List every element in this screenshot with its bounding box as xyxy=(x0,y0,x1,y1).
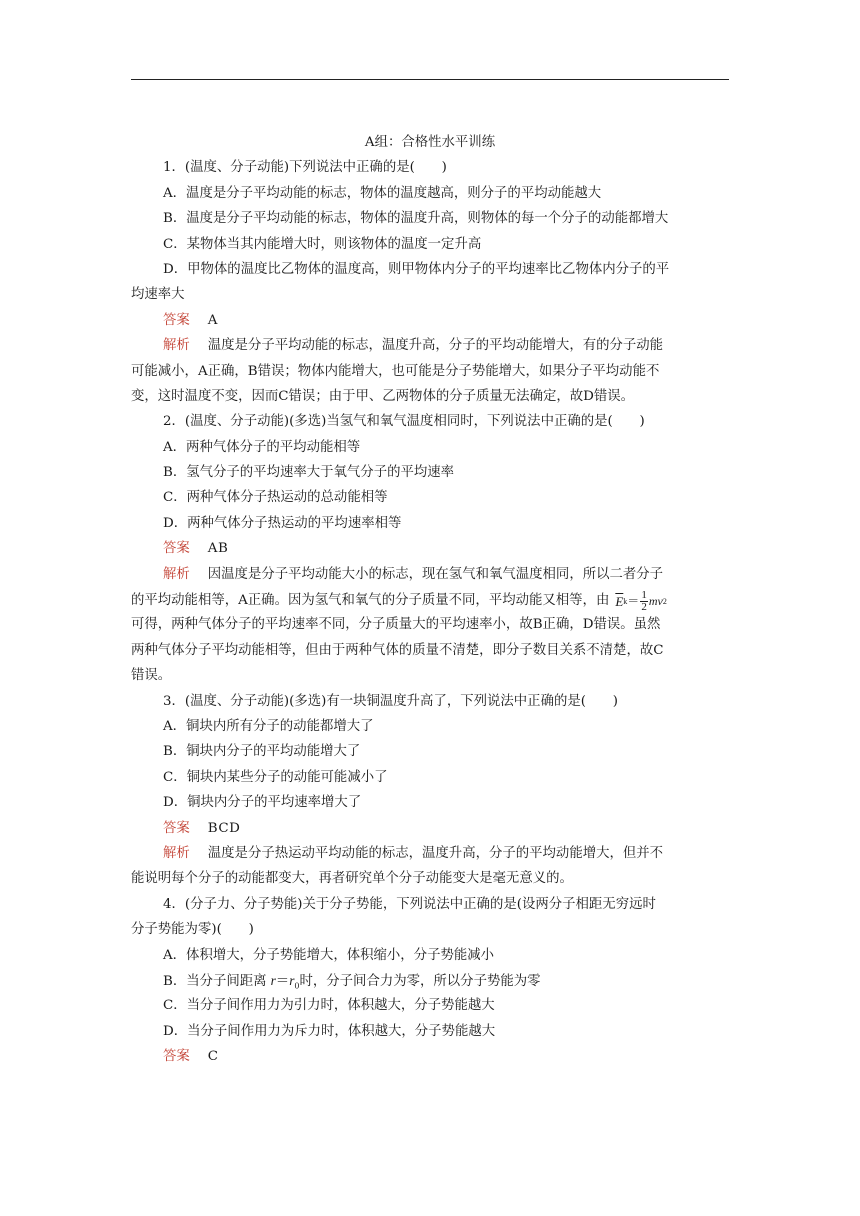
answer-label: 答案 xyxy=(163,820,190,836)
analysis-text: 温度是分子平均动能的标志，温度升高，分子的平均动能增大，有的分子动能 xyxy=(207,338,664,354)
equals-sign: ＝ xyxy=(275,973,290,989)
question-1-option-d: D．甲物体的温度比乙物体的温度高，则甲物体内分子的平均速率比乙物体内分子的平 xyxy=(163,261,670,277)
header-rule xyxy=(131,79,729,80)
answer-value: AB xyxy=(207,541,229,557)
question-4-option-d: D．当分子间作用力为斥力时，体积越大，分子势能越大 xyxy=(163,1023,496,1039)
analysis-label: 解析 xyxy=(163,566,190,582)
option-b-prefix: B．当分子间距离 xyxy=(163,973,267,989)
question-4-stem-line-1: 4．(分子力、分子势能)关于分子势能，下列说法中正确的是(设两分子相距无穷远时 xyxy=(163,896,656,912)
question-2-analysis-line-5: 错误。 xyxy=(131,668,172,684)
question-2-analysis-line-1 xyxy=(131,562,729,587)
section-title: A组：合格性水平训练 xyxy=(364,135,496,150)
formula-mv: mv xyxy=(648,594,663,609)
analysis-text: 的平均动能相等，A正确。因为氢气和氧气的分子质量不同，平均动能又相等，由 xyxy=(131,593,610,609)
question-4-option-a: A．体积增大，分子势能增大，体积缩小，分子势能减小 xyxy=(163,947,495,963)
question-2-stem: 2．(温度、分子动能)(多选)当氢气和氧气温度相同时，下列说法中正确的是( ) xyxy=(163,414,645,430)
question-3-option-a: A．铜块内所有分子的动能都增大了 xyxy=(163,718,374,734)
question-2-analysis-line-4: 两种气体分子平均动能相等，但由于两种气体的质量不清楚，即分子数目关系不清楚，故C xyxy=(131,642,664,658)
question-1-option-d-cont: 均速率大 xyxy=(131,287,185,303)
formula-sup: 2 xyxy=(662,597,667,607)
question-1-option-b: B．温度是分子平均动能的标志，物体的温度升高，则物体的每一个分子的动能都增大 xyxy=(163,211,669,227)
question-4-answer xyxy=(131,1044,729,1069)
question-4-stem-line-2: 分子势能为零)( ) xyxy=(131,922,254,938)
answer-value: C xyxy=(207,1049,219,1065)
formula-eq: ＝ xyxy=(627,594,640,609)
fraction-numerator: 1 xyxy=(641,589,647,602)
analysis-text: 温度是分子热运动平均动能的标志，温度升高，分子的平均动能增大，但并不 xyxy=(207,845,664,861)
analysis-label: 解析 xyxy=(163,338,190,354)
variable-r: r xyxy=(270,972,276,988)
kinetic-energy-formula xyxy=(615,589,666,614)
formula-ek-sub: k xyxy=(623,597,628,607)
question-1-option-c: C．某物体当其内能增大时，则该物体的温度一定升高 xyxy=(163,236,482,252)
fraction-denominator: 2 xyxy=(641,601,647,614)
question-3-analysis-line-1 xyxy=(131,841,729,866)
analysis-label: 解析 xyxy=(163,845,190,861)
question-2-option-a: A．两种气体分子的平均动能相等 xyxy=(163,439,361,455)
question-2-option-c: C．两种气体分子热运动的总动能相等 xyxy=(163,490,388,506)
answer-label: 答案 xyxy=(163,312,190,328)
question-3-analysis-line-2: 能说明每个分子的动能都变大，再者研究单个分子动能变大是毫无意义的。 xyxy=(131,871,573,887)
question-2-analysis-line-3: 可得，两种气体分子的平均速率不同，分子质量大的平均速率小，故B正确，D错误。虽然 xyxy=(131,617,661,633)
option-b-suffix: 时，分子间合力为零，所以分子势能为零 xyxy=(299,973,541,989)
question-4-option-c: C．当分子间作用力为引力时，体积越大，分子势能越大 xyxy=(163,998,495,1014)
question-1-analysis-line-3: 变，这时温度不变，因而C错误；由于甲、乙两物体的分子质量无法确定，故D错误。 xyxy=(131,388,635,404)
analysis-text: 因温度是分子平均动能大小的标志，现在氢气和氧气温度相同，所以二者分子 xyxy=(207,566,664,582)
question-2-option-b: B．氢气分子的平均速率大于氧气分子的平均速率 xyxy=(163,465,455,481)
answer-value: BCD xyxy=(207,820,241,836)
r0-subscript: 0 xyxy=(294,981,300,991)
question-1-option-a: A．温度是分子平均动能的标志，物体的温度越高，则分子的平均动能越大 xyxy=(163,185,602,201)
answer-value: A xyxy=(207,312,218,328)
question-2-option-d: D．两种气体分子热运动的平均速率相等 xyxy=(163,515,402,531)
question-3-answer xyxy=(131,816,729,841)
question-3-option-b: B．铜块内分子的平均动能增大了 xyxy=(163,744,361,760)
question-1-stem: 1．(温度、分子动能)下列说法中正确的是( ) xyxy=(163,160,447,176)
question-2-analysis-line-2 xyxy=(131,587,729,612)
question-1-answer xyxy=(131,308,729,333)
question-3-stem: 3．(温度、分子动能)(多选)有一块铜温度升高了，下列说法中正确的是( ) xyxy=(163,693,618,709)
question-3-option-d: D．铜块内分子的平均速率增大了 xyxy=(163,795,362,811)
formula-fraction xyxy=(640,590,648,613)
variable-r0: r xyxy=(289,972,295,988)
question-4-option-b xyxy=(131,968,729,993)
document-body xyxy=(131,130,729,1069)
question-3-option-c: C．铜块内某些分子的动能可能减小了 xyxy=(163,769,388,785)
question-1-analysis-line-1 xyxy=(131,333,729,358)
question-2-answer xyxy=(131,536,729,561)
answer-label: 答案 xyxy=(163,541,190,557)
answer-label: 答案 xyxy=(163,1049,190,1065)
formula-ek: $\overline{E}$ xyxy=(615,594,624,610)
question-1-analysis-line-2: 可能减小，A正确，B错误；物体内能增大，也可能是分子势能增大，如果分子平均动能不 xyxy=(131,363,660,379)
